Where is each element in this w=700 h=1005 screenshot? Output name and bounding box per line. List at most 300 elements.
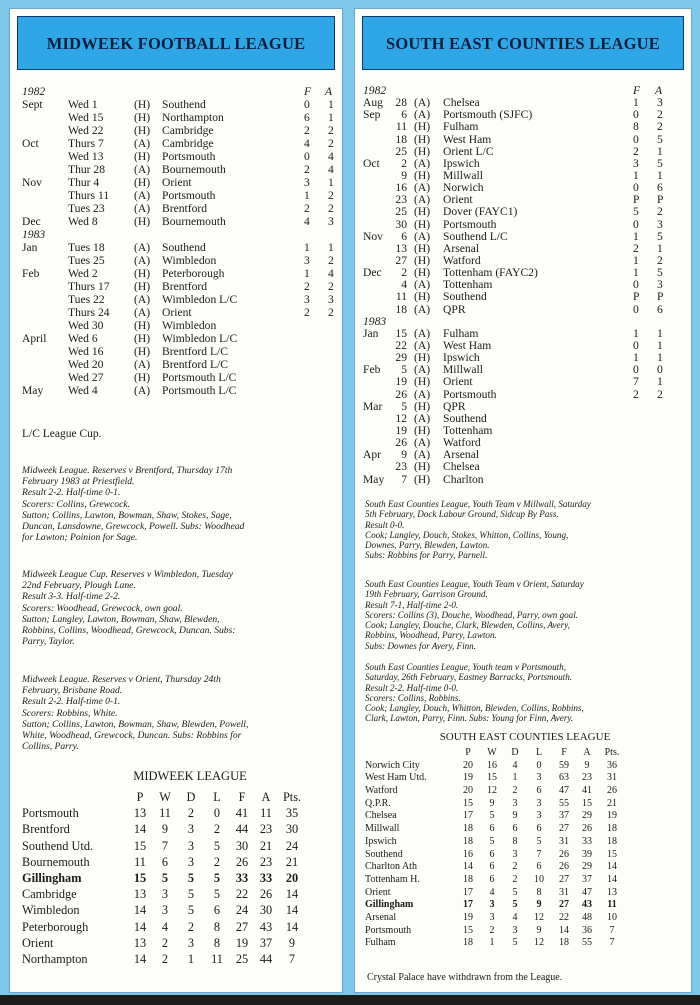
fixture-score-for: P bbox=[633, 290, 640, 304]
table-cell: 9 bbox=[512, 810, 518, 822]
table-cell: 16 bbox=[463, 848, 473, 860]
table-cell: 12 bbox=[534, 937, 544, 949]
fixture-score-for: 2 bbox=[633, 387, 639, 401]
fixture-date: 6 bbox=[401, 108, 407, 122]
fixture-date: 23 bbox=[395, 460, 407, 474]
team-name: Watford bbox=[365, 785, 398, 797]
fixture-score-for: 6 bbox=[304, 111, 310, 124]
fixture-score-for: 3 bbox=[304, 254, 310, 267]
fixture-venue: (A) bbox=[134, 306, 151, 319]
fixture-score-for: 0 bbox=[304, 98, 310, 111]
fixture-opponent: Wimbledon bbox=[162, 254, 217, 267]
fixture-score-for: 2 bbox=[304, 163, 310, 176]
fixture-venue: (H) bbox=[414, 120, 431, 134]
report-line: Robbins, Woodhead, Parry, Lawton. bbox=[365, 630, 497, 641]
fixture-day: Wed 6 bbox=[68, 332, 98, 345]
fixture-venue: (A) bbox=[414, 108, 431, 122]
table-cell: 26 bbox=[607, 785, 617, 797]
fixture-venue: (H) bbox=[134, 319, 151, 332]
table-row bbox=[22, 839, 336, 855]
fixture-venue: (H) bbox=[134, 124, 151, 137]
table-cell: 4 bbox=[512, 911, 518, 923]
report-line: Robbins, Collins, Woodhead, Grewcock, Duncan. Subs: bbox=[22, 625, 236, 637]
fixture-opponent: West Ham bbox=[443, 338, 492, 352]
table-row bbox=[22, 903, 336, 919]
fixture-score-against: 4 bbox=[328, 150, 334, 163]
fixture-opponent: Norwich bbox=[443, 181, 484, 195]
fixture-opponent: Brentford bbox=[162, 280, 208, 293]
fixture-date: 18 bbox=[395, 132, 407, 146]
table-cell: 26 bbox=[259, 887, 273, 902]
fixture-row bbox=[22, 280, 336, 293]
table-cell: 20 bbox=[285, 870, 299, 885]
fixture-day: Thur 4 bbox=[68, 176, 100, 189]
fixture-venue: (H) bbox=[414, 399, 431, 413]
table-header-cell: A bbox=[583, 747, 591, 758]
table-cell: 6 bbox=[489, 848, 495, 860]
fixture-day: Wed 8 bbox=[68, 215, 98, 228]
report-line: Sutton; Collins, Lawton, Bowman, Shaw, Stokes, Sage, bbox=[22, 509, 232, 521]
fixture-row bbox=[22, 241, 336, 254]
fixture-score-against: 1 bbox=[328, 241, 334, 254]
report-line: Saturday, 26th February, Eastney Barracks, Portsmouth. bbox=[365, 672, 573, 683]
table-cell: 29 bbox=[582, 861, 592, 873]
fixture-venue: (H) bbox=[414, 217, 431, 231]
report-line: Clark, Lawton, Parry, Finn. Subs: Young for Finn, Avery. bbox=[365, 713, 574, 724]
fixture-opponent: Portsmouth L/C bbox=[162, 384, 237, 397]
fixture-row bbox=[22, 293, 336, 306]
fixture-opponent: Fulham bbox=[443, 120, 479, 134]
fixture-venue: (A) bbox=[414, 96, 431, 110]
fixture-opponent: Portsmouth bbox=[162, 150, 216, 163]
table-cell: 14 bbox=[133, 822, 147, 837]
fixture-venue: (A) bbox=[414, 193, 431, 207]
report-line: South East Counties League, Youth Team v Orient, Saturday bbox=[365, 579, 584, 589]
fixture-opponent: Bournemouth bbox=[162, 163, 226, 176]
table-row bbox=[22, 806, 336, 822]
fixture-opponent: Cambridge bbox=[162, 137, 214, 150]
table-cell: 6 bbox=[489, 823, 495, 835]
fixture-score-against: 1 bbox=[657, 375, 663, 389]
table-row bbox=[22, 952, 336, 968]
south-east-counties-panel bbox=[354, 8, 692, 993]
fixture-score-for: 0 bbox=[633, 363, 639, 377]
table-cell: 31 bbox=[559, 886, 569, 898]
table-cell: 55 bbox=[559, 797, 569, 809]
table-cell: 8 bbox=[213, 935, 221, 950]
table-cell: 2 bbox=[187, 919, 195, 934]
table-cell: 3 bbox=[161, 903, 169, 918]
report-line: Duncan, Lansdowne, Grewcock, Powell. Subs: Woodhead bbox=[22, 521, 245, 533]
table-cell: 21 bbox=[259, 838, 273, 853]
table-cell: 6 bbox=[489, 861, 495, 873]
fixture-opponent: Ipswich bbox=[443, 156, 480, 170]
fixture-month: Feb bbox=[22, 267, 40, 280]
fixture-month: Dec bbox=[363, 266, 382, 280]
report-line: Scorers: Robbins, White. bbox=[22, 707, 118, 719]
fixture-opponent: West Ham bbox=[443, 132, 492, 146]
fixture-venue: (H) bbox=[134, 215, 151, 228]
midweek-fixtures-list bbox=[22, 85, 336, 397]
fixture-score-against: 5 bbox=[657, 229, 663, 243]
table-cell: 12 bbox=[534, 911, 544, 923]
table-header-cell: L bbox=[213, 790, 221, 804]
fixture-opponent: Portsmouth (SJFC) bbox=[443, 108, 533, 122]
table-cell: 23 bbox=[582, 772, 592, 784]
table-cell: 3 bbox=[187, 854, 195, 869]
fixture-score-against: 0 bbox=[657, 363, 663, 377]
table-cell: 8 bbox=[536, 886, 542, 898]
table-cell: 13 bbox=[133, 887, 147, 902]
table-cell: 16 bbox=[487, 759, 497, 771]
year-label: 1983 bbox=[22, 228, 46, 241]
fixture-venue: (H) bbox=[134, 371, 151, 384]
fixture-opponent: Orient bbox=[443, 193, 473, 207]
table-cell: 27 bbox=[235, 919, 249, 934]
fixture-row bbox=[22, 150, 336, 163]
table-cell: 24 bbox=[285, 838, 299, 853]
fixture-row bbox=[22, 98, 336, 111]
fixture-row bbox=[22, 358, 336, 371]
table-cell: 3 bbox=[161, 887, 169, 902]
table-cell: 15 bbox=[463, 924, 473, 936]
table-row bbox=[22, 920, 336, 936]
table-cell: 19 bbox=[463, 772, 473, 784]
fixture-opponent: Millwall bbox=[443, 363, 483, 377]
team-name: Northampton bbox=[22, 951, 88, 966]
fixture-venue: (H) bbox=[134, 111, 151, 124]
table-cell: 1 bbox=[187, 951, 195, 966]
fixture-venue: (H) bbox=[414, 460, 431, 474]
fixture-opponent: QPR bbox=[443, 399, 466, 413]
year-label: 1983 bbox=[363, 314, 387, 328]
fixture-day: Wed 15 bbox=[68, 111, 104, 124]
table-cell: 23 bbox=[259, 822, 273, 837]
midweek-league-header: MIDWEEK FOOTBALL LEAGUE bbox=[17, 16, 335, 70]
table-row bbox=[365, 925, 685, 938]
fixture-date: 2 bbox=[401, 156, 407, 170]
fixture-score-for: 0 bbox=[633, 132, 639, 146]
fixture-month: Nov bbox=[363, 229, 383, 243]
table-cell: 11 bbox=[159, 806, 171, 821]
table-cell: 44 bbox=[235, 822, 249, 837]
fixture-day: Tues 18 bbox=[68, 241, 105, 254]
table-cell: 5 bbox=[489, 810, 495, 822]
fixture-score-for: 1 bbox=[633, 168, 639, 182]
fixture-venue: (H) bbox=[414, 290, 431, 304]
fixture-opponent: Chelsea bbox=[443, 96, 480, 110]
fixture-venue: (A) bbox=[414, 156, 431, 170]
fixture-score-for: 7 bbox=[633, 375, 639, 389]
table-cell: 48 bbox=[582, 911, 592, 923]
table-cell: 55 bbox=[582, 937, 592, 949]
fixture-venue: (H) bbox=[414, 205, 431, 219]
fixture-date: 4 bbox=[401, 278, 407, 292]
table-header-cell: W bbox=[487, 747, 497, 758]
fixture-score-against: 1 bbox=[657, 351, 663, 365]
fixture-date: 7 bbox=[401, 472, 407, 486]
fixture-opponent: Brentford bbox=[162, 202, 208, 215]
table-cell: 17 bbox=[463, 886, 473, 898]
fixture-score-for: 1 bbox=[304, 267, 310, 280]
table-cell: 5 bbox=[187, 870, 195, 885]
fixture-score-against: 5 bbox=[657, 132, 663, 146]
fixture-opponent: Portsmouth bbox=[443, 217, 497, 231]
table-row bbox=[22, 887, 336, 903]
fixture-opponent: Wimbledon L/C bbox=[162, 293, 238, 306]
fixture-venue: (H) bbox=[414, 266, 431, 280]
fixture-month: May bbox=[22, 384, 44, 397]
table-header-cell: L bbox=[535, 747, 543, 758]
fixture-score-for: 3 bbox=[304, 293, 310, 306]
fixture-venue: (A) bbox=[134, 358, 151, 371]
table-cell: 19 bbox=[607, 810, 617, 822]
fixture-opponent: Watford bbox=[443, 253, 481, 267]
table-cell: 2 bbox=[187, 806, 195, 821]
table-cell: 6 bbox=[213, 903, 221, 918]
fixture-row bbox=[363, 449, 685, 461]
fixture-venue: (H) bbox=[414, 375, 431, 389]
report-line: Scorers: Collins (3), Douche, Woodhead, Parry, own goal. bbox=[365, 609, 579, 620]
table-cell: 12 bbox=[487, 785, 497, 797]
fixture-score-against: 2 bbox=[328, 124, 334, 137]
fixture-opponent: Tottenham (FAYC2) bbox=[443, 266, 538, 280]
table-cell: 14 bbox=[133, 919, 147, 934]
fixture-opponent: Orient bbox=[162, 176, 192, 189]
team-name: Fulham bbox=[365, 937, 396, 949]
fixture-score-against: 2 bbox=[328, 137, 334, 150]
fixture-opponent: Orient L/C bbox=[443, 144, 494, 158]
team-name: Chelsea bbox=[365, 810, 397, 822]
table-header-cell: F bbox=[238, 790, 246, 804]
table-cell: 2 bbox=[489, 924, 495, 936]
table-cell: 15 bbox=[582, 797, 592, 809]
table-cell: 18 bbox=[463, 873, 473, 885]
table-cell: 2 bbox=[161, 951, 169, 966]
fixture-month: Sept bbox=[22, 98, 43, 111]
table-cell: 4 bbox=[512, 759, 518, 771]
table-cell: 25 bbox=[235, 951, 249, 966]
table-cell: 2 bbox=[161, 935, 169, 950]
fixture-score-against: 3 bbox=[328, 215, 334, 228]
table-header-cell: P bbox=[136, 790, 144, 804]
fixture-venue: (H) bbox=[134, 150, 151, 163]
fixture-venue: (A) bbox=[414, 448, 431, 462]
fixture-score-against: 1 bbox=[657, 144, 663, 158]
fixture-day: Wed 22 bbox=[68, 124, 104, 137]
fixture-score-against: 3 bbox=[657, 217, 663, 231]
team-name: West Ham Utd. bbox=[365, 772, 427, 784]
fixture-date: 5 bbox=[401, 363, 407, 377]
table-cell: 2 bbox=[213, 854, 221, 869]
col-a-header: A bbox=[325, 85, 333, 98]
table-row bbox=[22, 855, 336, 871]
table-cell: 20 bbox=[463, 785, 473, 797]
table-cell: 36 bbox=[607, 759, 617, 771]
secl-table-title: SOUTH EAST COUNTIES LEAGUE bbox=[439, 731, 611, 743]
fixture-score-against: 2 bbox=[328, 254, 334, 267]
fixture-date: 30 bbox=[395, 217, 407, 231]
fixture-score-against: 3 bbox=[328, 293, 334, 306]
fixture-month: Dec bbox=[22, 215, 41, 228]
fixture-venue: (H) bbox=[134, 98, 151, 111]
fixture-day: Wed 30 bbox=[68, 319, 104, 332]
fixture-score-against: 6 bbox=[657, 181, 663, 195]
fixture-opponent: Wimbledon L/C bbox=[162, 332, 238, 345]
fixture-score-against: 1 bbox=[657, 168, 663, 182]
fixture-date: 2 bbox=[401, 266, 407, 280]
report-line: Sutton; Collins, Lawton, Bowman, Shaw, Blewden, Powell, bbox=[22, 718, 249, 730]
table-header-cell: Pts. bbox=[604, 747, 620, 758]
table-cell: 47 bbox=[559, 785, 569, 797]
table-cell: 37 bbox=[559, 810, 569, 822]
report-line: Subs: Downes for Avery, Finn. bbox=[365, 640, 476, 651]
league-cup-note: L/C League Cup. bbox=[22, 428, 102, 440]
fixture-venue: (A) bbox=[134, 189, 151, 202]
fixture-score-for: 2 bbox=[633, 241, 639, 255]
table-cell: 18 bbox=[607, 835, 617, 847]
fixture-date: 26 bbox=[395, 436, 407, 450]
table-cell: 11 bbox=[607, 899, 617, 911]
fixture-venue: (A) bbox=[134, 137, 151, 150]
table-row bbox=[365, 874, 685, 887]
fixture-score-against: 2 bbox=[657, 205, 663, 219]
fixture-score-against: 1 bbox=[657, 241, 663, 255]
report-line: Result 0-0. bbox=[365, 519, 405, 530]
fixture-venue: (H) bbox=[134, 332, 151, 345]
fixture-opponent: Bournemouth bbox=[162, 215, 226, 228]
table-cell: 7 bbox=[609, 937, 615, 949]
fixture-row bbox=[22, 254, 336, 267]
table-cell: 6 bbox=[536, 823, 542, 835]
fixture-score-for: 4 bbox=[304, 137, 310, 150]
table-cell: 1 bbox=[512, 772, 518, 784]
table-cell: 19 bbox=[463, 911, 473, 923]
match-report bbox=[22, 569, 236, 647]
table-cell: 19 bbox=[235, 935, 249, 950]
table-cell: 14 bbox=[285, 903, 299, 918]
fixture-score-for: 8 bbox=[633, 120, 639, 134]
table-cell: 5 bbox=[161, 870, 169, 885]
table-cell: 20 bbox=[463, 759, 473, 771]
fixture-opponent: Arsenal bbox=[443, 241, 480, 255]
table-cell: 3 bbox=[512, 924, 518, 936]
report-line: South East Counties League, Youth team v Portsmouth, bbox=[365, 662, 566, 672]
table-cell: 31 bbox=[607, 772, 617, 784]
team-name: Orient bbox=[22, 935, 54, 950]
table-cell: 41 bbox=[235, 806, 249, 821]
table-cell: 26 bbox=[559, 848, 569, 860]
fixture-score-against: 2 bbox=[328, 202, 334, 215]
table-cell: 22 bbox=[559, 911, 569, 923]
fixture-opponent: Charlton bbox=[443, 472, 484, 486]
table-cell: 5 bbox=[536, 835, 542, 847]
fixture-opponent: Brentford L/C bbox=[162, 358, 229, 371]
match-report bbox=[22, 465, 244, 543]
fixture-venue: (H) bbox=[414, 241, 431, 255]
fixture-opponent: Portsmouth bbox=[162, 189, 216, 202]
table-cell: 5 bbox=[489, 835, 495, 847]
table-cell: 22 bbox=[235, 887, 249, 902]
fixture-month: Nov bbox=[22, 176, 42, 189]
report-line: 5th February, Dock Labour Ground, Sidcup By Pass. bbox=[365, 509, 559, 520]
secl-fixtures-list bbox=[363, 85, 685, 486]
table-cell: 33 bbox=[235, 870, 249, 885]
table-cell: 37 bbox=[582, 873, 592, 885]
fixture-date: 9 bbox=[401, 448, 407, 462]
table-cell: 36 bbox=[582, 924, 592, 936]
fixture-row bbox=[22, 345, 336, 358]
table-row bbox=[365, 887, 685, 900]
fixture-month: Jan bbox=[22, 241, 38, 254]
table-header-cell: D bbox=[511, 747, 519, 758]
table-cell: 26 bbox=[235, 854, 249, 869]
fixture-date: 11 bbox=[395, 290, 407, 304]
fixture-opponent: Tottenham bbox=[443, 423, 493, 437]
table-cell: 11 bbox=[134, 854, 146, 869]
fixture-opponent: Portsmouth L/C bbox=[162, 371, 237, 384]
fixture-score-for: 2 bbox=[304, 202, 310, 215]
match-report bbox=[22, 674, 248, 752]
fixture-score-for: 0 bbox=[633, 338, 639, 352]
report-line: February, Brisbane Road. bbox=[22, 685, 123, 697]
table-cell: 2 bbox=[213, 822, 221, 837]
secl-league-table bbox=[365, 747, 685, 950]
midweek-league-panel bbox=[9, 8, 343, 993]
year-label: 1982 bbox=[363, 84, 387, 97]
report-line: Result 2-2. Half-time 0-0. bbox=[365, 682, 459, 693]
team-name: Charlton Ath bbox=[365, 861, 417, 873]
fixture-opponent: Orient bbox=[162, 306, 192, 319]
table-cell: 15 bbox=[463, 797, 473, 809]
fixture-venue: (H) bbox=[414, 253, 431, 267]
fixture-score-against: 4 bbox=[328, 267, 334, 280]
report-line: Result 2-2. Half-time 0-1. bbox=[22, 696, 121, 708]
fixture-day: Thur 28 bbox=[68, 163, 106, 176]
fixture-venue: (H) bbox=[134, 345, 151, 358]
fixture-opponent: Cambridge bbox=[162, 124, 214, 137]
fixture-score-against: 2 bbox=[328, 306, 334, 319]
fixture-date: 29 bbox=[395, 351, 407, 365]
table-header-cell: A bbox=[261, 790, 271, 804]
fixture-opponent: Ipswich bbox=[443, 351, 480, 365]
fixture-opponent: Southend bbox=[162, 241, 206, 254]
fixture-score-for: 0 bbox=[633, 278, 639, 292]
fixture-venue: (H) bbox=[414, 168, 431, 182]
fixture-opponent: Orient bbox=[443, 375, 473, 389]
fixture-date: 5 bbox=[401, 399, 407, 413]
table-cell: 6 bbox=[536, 785, 542, 797]
fixture-row bbox=[22, 163, 336, 176]
table-cell: 15 bbox=[133, 838, 147, 853]
fixture-row bbox=[22, 111, 336, 124]
fixture-month: Apr bbox=[363, 448, 382, 462]
south-east-counties-header: SOUTH EAST COUNTIES LEAGUE bbox=[362, 16, 684, 70]
report-line: Scorers: Collins, Grewcock. bbox=[22, 498, 130, 510]
fixture-day: Thurs 11 bbox=[68, 189, 110, 202]
table-cell: 6 bbox=[489, 873, 495, 885]
fixture-venue: (A) bbox=[414, 436, 431, 450]
fixture-row bbox=[363, 121, 685, 133]
fixture-date: 25 bbox=[395, 144, 407, 158]
fixture-date: 18 bbox=[395, 302, 407, 316]
fixture-venue: (H) bbox=[414, 132, 431, 146]
team-name: Tottenham H. bbox=[365, 873, 420, 885]
fixture-row bbox=[363, 316, 685, 328]
team-name: Southend bbox=[365, 848, 403, 860]
table-cell: 6 bbox=[512, 823, 518, 835]
fixture-opponent: Millwall bbox=[443, 168, 483, 182]
